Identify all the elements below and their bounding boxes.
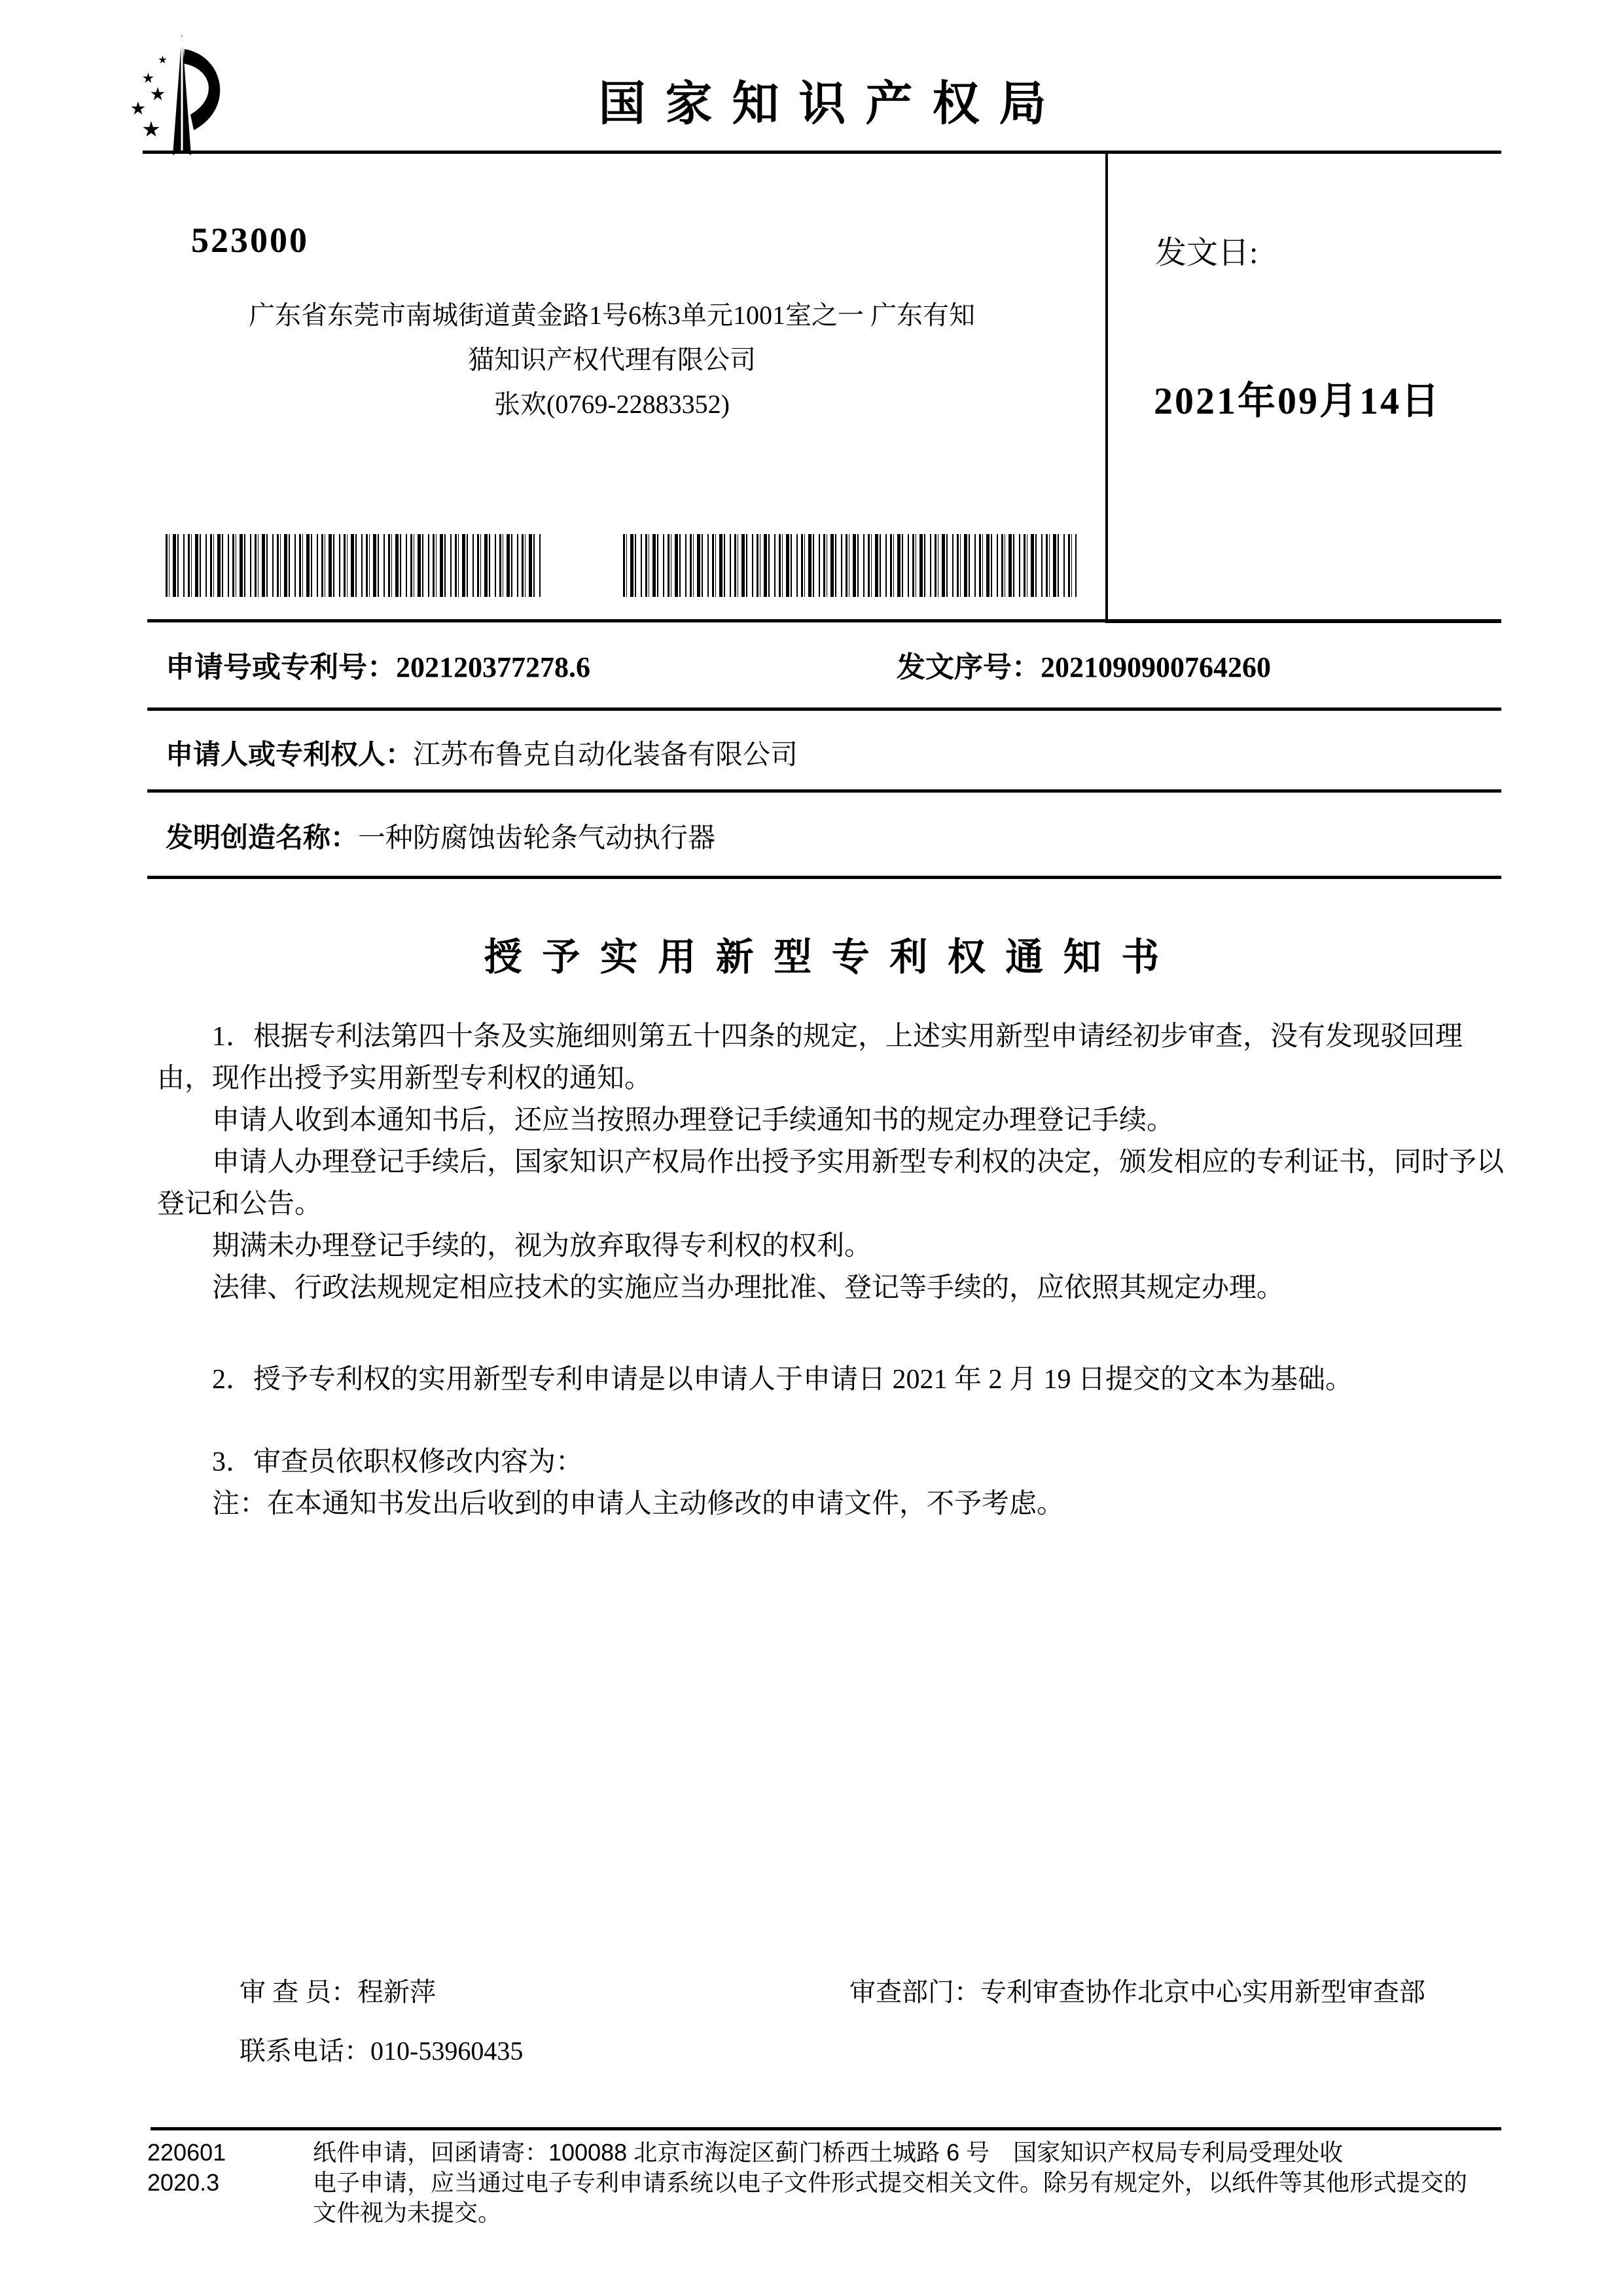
form-version: 2020.3 xyxy=(147,2169,220,2196)
separator-1 xyxy=(147,619,1501,622)
recipient-contact: 张欢(0769-22883352) xyxy=(494,389,730,419)
applicant-label: 申请人或专利权人： xyxy=(166,740,414,770)
dispatch-date-box xyxy=(1105,154,1501,623)
examiner-label: 审 查 员： xyxy=(240,1977,357,2007)
phone-number: 010-53960435 xyxy=(370,2036,524,2066)
paragraph-2: 申请人收到本通知书后，还应当按照办理登记手续通知书的规定办理登记手续。 xyxy=(212,1105,1175,1136)
invention-field xyxy=(166,816,715,855)
examiner-field xyxy=(240,1971,436,2009)
applicant-field xyxy=(166,733,798,772)
agency-title: 国 家 知 识 产 权 局 xyxy=(598,78,1050,130)
invention-label: 发明创造名称： xyxy=(166,823,359,853)
dispatch-number-field xyxy=(897,643,1271,685)
footer-note-line-1: 纸件申请，回函请寄：100088 北京市海淀区蓟门桥西土城路 6 号 国家知识产权局专利局受理处收 xyxy=(313,2139,1344,2166)
footer-note-line-2: 电子申请，应当通过电子专利申请系统以电子文件形式提交相关文件。除另有规定外，以纸件等其他形式提交的 xyxy=(313,2169,1468,2196)
form-code: 220601 xyxy=(147,2139,226,2166)
application-number-field xyxy=(166,643,590,685)
dispatch-date-value: 2021年09月14日 xyxy=(1154,380,1442,422)
barcode-left xyxy=(166,534,543,597)
recipient-address-line2: 猫知识产权代理有限公司 xyxy=(468,345,756,374)
paragraph-7: 3．审查员依职权修改内容为： xyxy=(212,1447,584,1477)
paragraph-6: 2．授予专利权的实用新型专利申请是以申请人于申请日 2021 年 2 月 19 日提交的文本为基础。 xyxy=(212,1365,1353,1395)
paragraph-5: 法律、行政法规规定相应技术的实施应当办理批准、登记等手续的，应依照其规定办理。 xyxy=(212,1273,1285,1303)
notice-body xyxy=(157,1016,1504,1525)
invention-value: 一种防腐蚀齿轮条气动执行器 xyxy=(358,823,716,853)
separator-2 xyxy=(147,708,1501,711)
paragraph-8: 注：在本通知书发出后收到的申请人主动修改的申请文件，不予考虑。 xyxy=(212,1489,1065,1519)
postal-code: 523000 xyxy=(191,221,309,260)
examiner-name: 程新萍 xyxy=(357,1977,436,2007)
paragraph-4: 期满未办理登记手续的，视为放弃取得专利权的权利。 xyxy=(212,1231,872,1261)
application-number-value: 202120377278.6 xyxy=(396,651,590,683)
application-number-label: 申请号或专利号： xyxy=(166,651,396,683)
department-label: 审查部门： xyxy=(849,1977,980,2007)
notice-title: 授 予 实 用 新 型 专 利 权 通 知 书 xyxy=(484,936,1165,978)
footer-rule xyxy=(151,2127,1501,2130)
footer-note-line-3: 文件视为未提交。 xyxy=(313,2199,502,2226)
footer-note xyxy=(313,2138,1517,2228)
department-name: 专利审查协作北京中心实用新型审查部 xyxy=(980,1977,1425,2007)
barcode-right xyxy=(623,534,1077,597)
separator-3 xyxy=(147,789,1501,793)
dispatch-number-label: 发文序号： xyxy=(897,651,1041,683)
separator-4 xyxy=(147,876,1501,879)
applicant-value: 江苏布鲁克自动化装备有限公司 xyxy=(413,740,798,770)
dispatch-number-value: 2021090900764260 xyxy=(1041,651,1271,683)
department-field xyxy=(849,1971,1425,2009)
paragraph-1: 1．根据专利法第四十条及实施细则第五十四条的规定，上述实用新型申请经初步审查，没有发现驳回理由，现作出授予实用新型专利权的通知。 xyxy=(157,1022,1463,1094)
recipient-address-line1: 广东省东莞市南城街道黄金路1号6栋3单元1001室之一 广东有知 xyxy=(249,300,975,330)
phone-field xyxy=(240,2030,523,2068)
phone-label: 联系电话： xyxy=(240,2036,370,2066)
paragraph-3: 申请人办理登记手续后，国家知识产权局作出授予实用新型专利权的决定，颁发相应的专利证书，同时予以登记和公告。 xyxy=(157,1147,1505,1219)
dispatch-date-label: 发文日: xyxy=(1155,236,1258,270)
